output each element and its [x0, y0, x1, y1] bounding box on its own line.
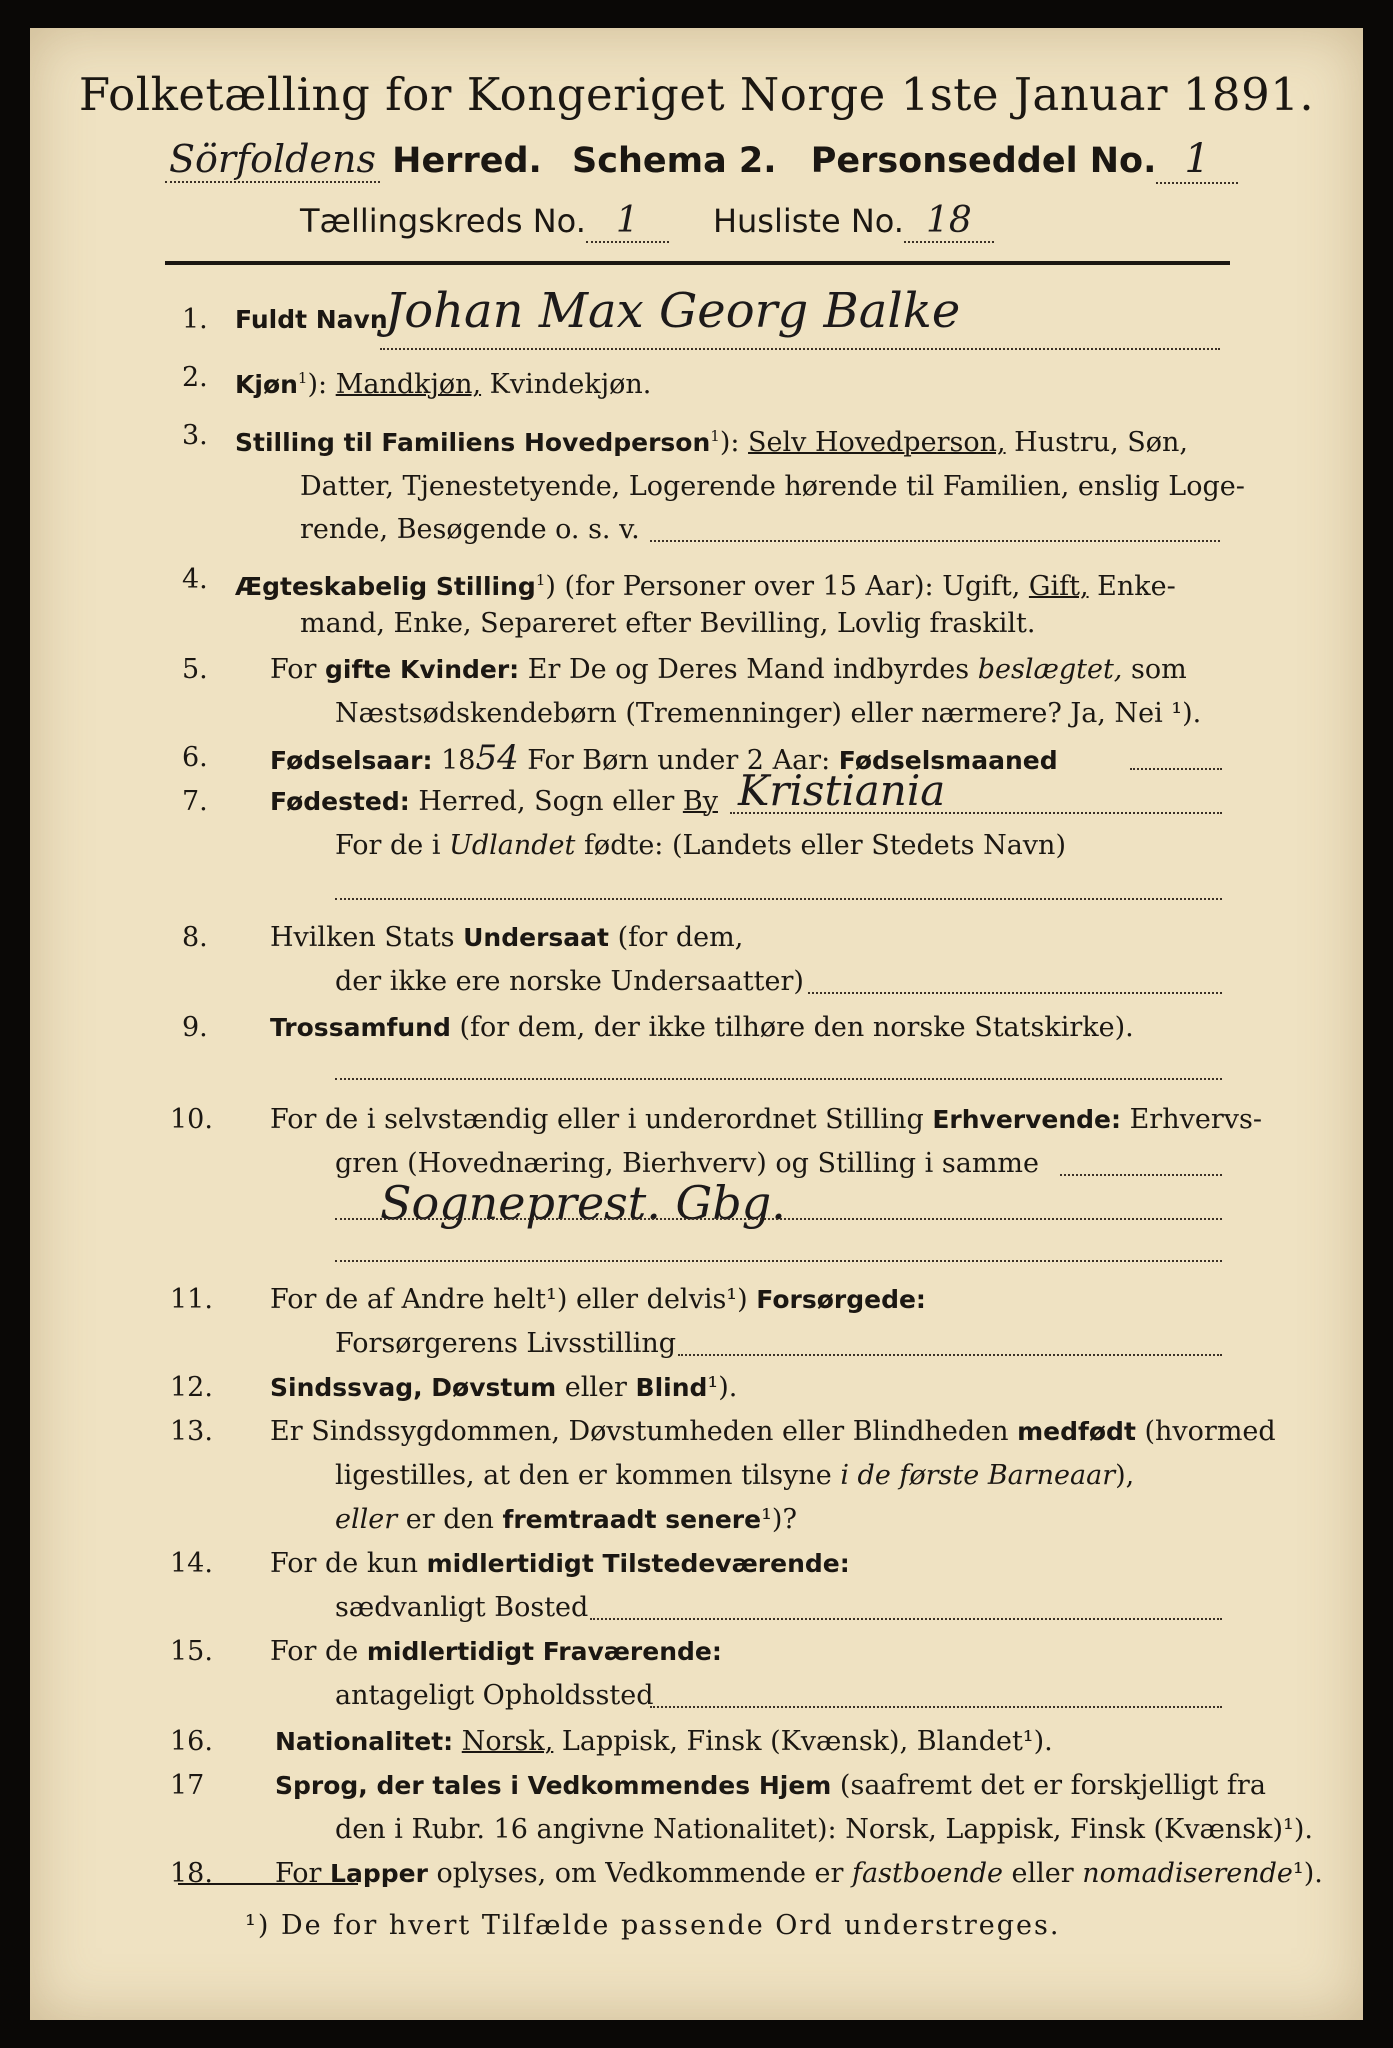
- q18-end: ¹).: [1292, 1858, 1323, 1889]
- q13-pre: Er Sindssygdommen, Døvstumheden eller Blindheden: [270, 1416, 1018, 1447]
- q8-dotline: [808, 992, 1222, 994]
- q18-number: 18.: [170, 1858, 213, 1889]
- q8-line2: der ikke ere norske Undersaatter): [335, 966, 804, 997]
- q17-line1: [275, 1764, 1266, 1808]
- q10-value: Sogneprest. Gbg.: [380, 1176, 786, 1230]
- q14-line2: sædvanligt Bosted: [335, 1592, 589, 1623]
- q18-italic2: nomadiserende: [1082, 1858, 1293, 1889]
- q2-label: Kjøn: [235, 370, 298, 399]
- q18-label: Lapper: [330, 1859, 428, 1888]
- q13-line2-rest: ),: [1115, 1460, 1135, 1491]
- header-divider: [165, 261, 1230, 265]
- form-title: Folketælling for Kongeriget Norge 1ste Januar 1891.: [78, 68, 1315, 121]
- schema-label: Schema 2.: [571, 141, 777, 181]
- q7-number: 7.: [182, 786, 208, 817]
- q10-dotline2: [335, 1218, 1222, 1220]
- q18-line1-rest: oplyses, om Vedkommende er: [427, 1858, 852, 1889]
- q8-pre: Hvilken Stats: [270, 922, 464, 953]
- q4-label: Ægteskabelig Stilling: [235, 572, 536, 601]
- q13-line1-rest: (hvormed: [1135, 1416, 1276, 1447]
- q11-line2: Forsørgerens Livsstilling: [335, 1328, 677, 1359]
- q10-dotline3: [335, 1260, 1222, 1262]
- q13-line2: [335, 1454, 1134, 1498]
- q18-mid: eller: [1002, 1858, 1083, 1889]
- q12-mid: eller: [556, 1372, 636, 1403]
- q6-year-prefix: 18: [432, 745, 476, 776]
- q12-post: ¹).: [707, 1372, 738, 1403]
- q13-number: 13.: [170, 1416, 213, 1447]
- q10-dotline1: [1060, 1174, 1222, 1176]
- q7-line2: [335, 824, 1066, 868]
- q2-sup: 1: [297, 369, 308, 387]
- q13-line2-pre: ligestilles, at den er kommen tilsyne: [335, 1460, 841, 1491]
- q5-label: gifte Kvinder:: [325, 655, 520, 684]
- header-line-herred: [165, 136, 1323, 184]
- q18-italic1: fastboende: [852, 1858, 1003, 1889]
- q5-line1-end: som: [1122, 654, 1187, 685]
- q3-selected: Selv Hovedperson,: [748, 427, 1006, 458]
- q6-dotline: [1130, 768, 1222, 770]
- q5-line2: Næstsødskendebørn (Tremenninger) eller nærmere? Ja, Nei ¹).: [335, 698, 1202, 729]
- q13-line3-rest: ¹)?: [761, 1504, 797, 1535]
- q11-label: Forsørgede:: [756, 1285, 926, 1314]
- footnote: ¹) De for hvert Tilfælde passende Ord understreges.: [245, 1910, 1061, 1941]
- q1-label: Fuldt Navn: [235, 305, 388, 334]
- q5-pre: For: [270, 654, 326, 685]
- q13-label: medfødt: [1017, 1417, 1136, 1446]
- q13-line3-italic: eller: [335, 1504, 398, 1535]
- q12-row: [270, 1366, 737, 1410]
- personseddel-label: Personseddel No.: [810, 141, 1157, 181]
- q2-options: Kvindekjøn.: [481, 369, 652, 400]
- q12-label2: Blind: [635, 1373, 708, 1402]
- q7-dotline: [730, 812, 1222, 814]
- q11-line1: [270, 1278, 926, 1322]
- q3-line2: Datter, Tjenestetyende, Logerende hørende til Familien, enslig Loge-: [300, 471, 1245, 502]
- q17-line1-rest: (saafremt det er forskjelligt fra: [831, 1770, 1266, 1801]
- q7-selected: By: [682, 786, 718, 817]
- q10-line1-rest: Erhvervs-: [1121, 1104, 1262, 1135]
- q1-row: [235, 298, 388, 342]
- herred-value: Sörfoldens: [165, 137, 380, 183]
- q7-dotline2: [335, 898, 1222, 900]
- q10-label: Erhvervende:: [932, 1105, 1122, 1134]
- q16-number: 16.: [170, 1726, 213, 1757]
- q6-year-value: 54: [475, 738, 519, 778]
- q6-mid: For Børn under 2 Aar:: [518, 745, 839, 776]
- q17-number: 17: [170, 1770, 205, 1801]
- q18-pre: For: [275, 1858, 331, 1889]
- q15-pre: For de: [270, 1636, 367, 1667]
- husliste-label: Husliste No.: [712, 202, 904, 240]
- q13-line3-mid: er den: [397, 1504, 503, 1535]
- q16-label: Nationalitet:: [275, 1727, 454, 1756]
- q7-line2-italic: Udlandet: [449, 830, 576, 861]
- q7-value: Kristiania: [738, 766, 946, 815]
- q17-label: Sprog, der tales i Vedkommendes Hjem: [275, 1771, 832, 1800]
- q2-number: 2.: [182, 362, 208, 393]
- q1-number: 1.: [182, 304, 208, 335]
- kreds-value: 1: [586, 200, 669, 243]
- q4-line1-rest: Enke-: [1088, 571, 1176, 602]
- header-line-kreds: [300, 200, 1323, 243]
- q5-line1-rest: Er De og Deres Mand indbyrdes: [519, 654, 978, 685]
- kreds-label: Tællingskreds No.: [300, 202, 586, 240]
- q4-line2: mand, Enke, Separeret efter Bevilling, Lovlig fraskilt.: [300, 608, 1036, 639]
- q5-number: 5.: [182, 654, 208, 685]
- q4-line1-mid: (for Personer over 15 Aar): Ugift,: [555, 571, 1029, 602]
- footnote-divider: [178, 1883, 358, 1885]
- q4-number: 4.: [182, 564, 208, 595]
- q3-label: Stilling til Familiens Hovedperson: [235, 428, 711, 457]
- q11-pre: For de af Andre helt¹) eller delvis¹): [270, 1284, 757, 1315]
- q12-number: 12.: [170, 1372, 213, 1403]
- q14-label: midlertidigt Tilstedeværende:: [426, 1549, 850, 1578]
- q7-line1-rest: Herred, Sogn eller: [409, 786, 683, 817]
- q2-row: Kjøn$^1$): Mandkjøn, Kvindekjøn.: [235, 369, 652, 400]
- husliste-value: 18: [904, 200, 994, 243]
- q6-number: 6.: [182, 742, 208, 773]
- q16-rest: Lappisk, Finsk (Kvænsk), Blandet¹).: [553, 1726, 1053, 1757]
- q3-line1-rest: Hustru, Søn,: [1005, 427, 1188, 458]
- q3-dotline: [650, 540, 1220, 542]
- q13-line1: [270, 1410, 1276, 1454]
- q3-sup: 1: [710, 427, 720, 445]
- q8-number: 8.: [182, 922, 208, 953]
- q18-row: [275, 1852, 1323, 1896]
- q11-dotline: [678, 1354, 1222, 1356]
- q4-line1: Ægteskabelig Stilling$^1$) (for Personer over 15 Aar): Ugift, Gift, Enke-: [235, 571, 1176, 602]
- q7-label: Fødested:: [270, 787, 410, 816]
- q3-number: 3.: [182, 420, 208, 451]
- q16-row: [275, 1720, 1053, 1764]
- q9-line1-rest: (for dem, der ikke tilhøre den norske Statskirke).: [450, 1012, 1134, 1043]
- q15-line1: [270, 1630, 722, 1674]
- q13-line3: [335, 1498, 797, 1542]
- q5-italic: beslægtet,: [977, 654, 1123, 685]
- q9-label: Trossamfund: [270, 1013, 451, 1042]
- q10-pre: For de i selvstændig eller i underordnet Stilling: [270, 1104, 933, 1135]
- q1-dotline: [380, 348, 1220, 350]
- q6-label: Fødselsaar:: [270, 746, 433, 775]
- q7-line1: [270, 780, 718, 824]
- q7-line2-pre: For de i: [335, 830, 450, 861]
- q8-label: Undersaat: [463, 923, 609, 952]
- q15-number: 15.: [170, 1636, 213, 1667]
- q4-selected: Gift,: [1028, 571, 1089, 602]
- q16-selected: Norsk,: [461, 1726, 554, 1757]
- q5-line1: [270, 648, 1187, 692]
- q14-pre: For de kun: [270, 1548, 427, 1579]
- q10-line2: gren (Hovednæring, Bierhverv) og Stilling i samme: [335, 1148, 1040, 1179]
- q9-line1: [270, 1006, 1134, 1050]
- q1-value: Johan Max Georg Balke: [385, 283, 961, 339]
- q14-dotline: [590, 1618, 1222, 1620]
- q9-number: 9.: [182, 1012, 208, 1043]
- q15-label: midlertidigt Fraværende:: [366, 1637, 722, 1666]
- q6-label2: Fødselsmaaned: [838, 746, 1058, 775]
- q3-line3: rende, Besøgende o. s. v.: [300, 514, 640, 545]
- q13-line3-bold: fremtraadt senere: [502, 1505, 762, 1534]
- q8-line1: [270, 916, 743, 960]
- q15-dotline: [650, 1706, 1222, 1708]
- q8-line1-rest: (for dem,: [608, 922, 744, 953]
- herred-label: Herred.: [392, 141, 542, 181]
- q10-line1: [270, 1098, 1262, 1142]
- q10-number: 10.: [170, 1104, 213, 1135]
- q11-number: 11.: [170, 1284, 213, 1315]
- q4-sup: 1: [535, 571, 546, 589]
- q7-line2-rest: fødte: (Landets eller Stedets Navn): [575, 830, 1066, 861]
- q14-line1: [270, 1542, 850, 1586]
- census-form: [30, 28, 1363, 2020]
- q17-line2: den i Rubr. 16 angivne Nationalitet): Norsk, Lappisk, Finsk (Kvænsk)¹).: [335, 1814, 1313, 1845]
- q9-dotline: [335, 1078, 1222, 1080]
- q14-number: 14.: [170, 1548, 213, 1579]
- q3-line1: Stilling til Familiens Hovedperson$^1$): Selv Hovedperson, Hustru, Søn,: [235, 427, 1188, 458]
- q2-selected: Mandkjøn,: [335, 369, 482, 400]
- q13-line2-italic: i de første Barneaar: [840, 1460, 1116, 1491]
- q15-line2: antageligt Opholdssted: [335, 1680, 654, 1711]
- q12-label: Sindssvag, Døvstum: [270, 1373, 557, 1402]
- personseddel-value: 1: [1156, 136, 1237, 184]
